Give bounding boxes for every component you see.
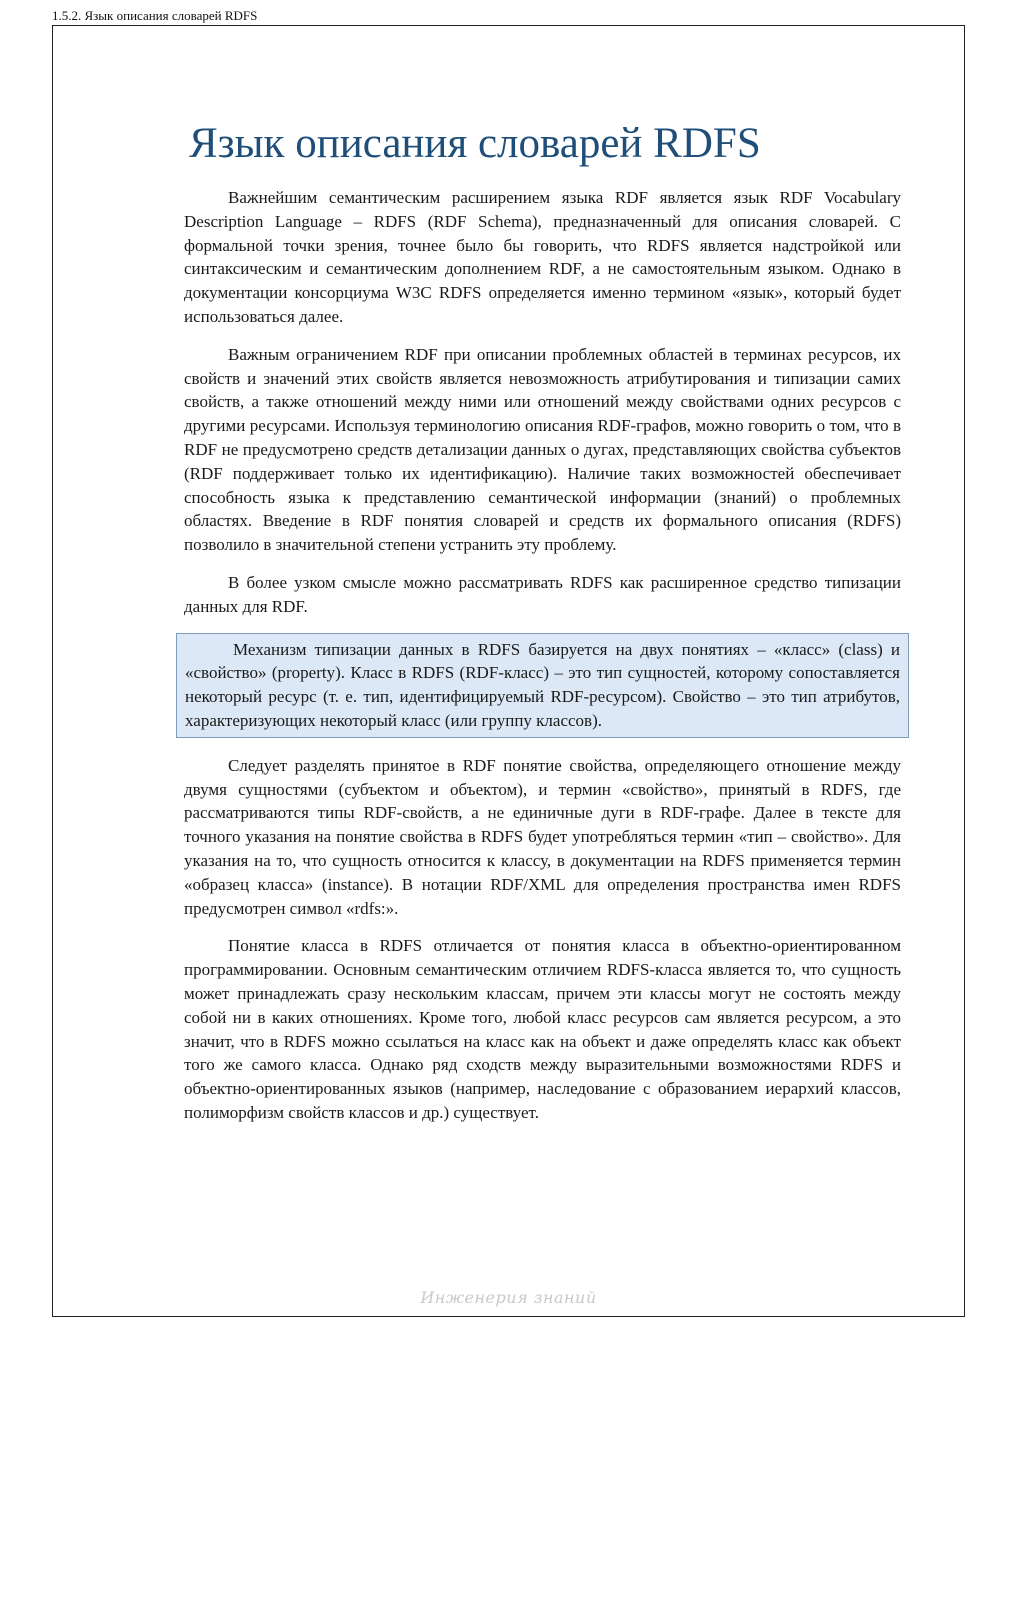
paragraph-class-vs-oop: Понятие класса в RDFS отличается от понятия класса в объектно-ориентированном программировании. Основным семантическим отличием RDFS-класса является то, что сущность может принадлежать сразу нескольким классам, причем эти классы могут не состоять между собой ни в каких отношениях. Кроме того, любой класс ресурсов сам является ресурсом, а это значит, что в RDFS можно ссылаться на класс как на объект и даже определять класс как объект того же самого класса. Однако ряд сходств между выразительными возможностями RDFS и объектно-ориентированных языков (например, наследование с образованием иерархий классов, полиморфизм свойств классов и др.) существует.	[184, 936, 901, 1122]
body-text	[184, 186, 901, 1139]
highlighted-paragraph-class-property: Механизм типизации данных в RDFS базируется на двух понятиях – «класс» (class) и «свойство» (property). Класс в RDFS (RDF-класс) – это тип сущностей, которому сопоставляется некоторый ресурс (т. е. тип, идентифицируемый RDF-ресурсом). Свойство – это тип атрибутов, характеризующих некоторый класс (или группу классов).	[176, 633, 909, 738]
running-header: 1.5.2. Язык описания словарей RDFS	[52, 8, 258, 23]
slide-title: Язык описания словарей RDFS	[189, 120, 761, 167]
paragraph-rdfs-intro: Важнейшим семантическим расширением языка RDF является язык RDF Vocabulary Description Language – RDFS (RDF Schema), предназначенный для описания словарей. С формальной точки зрения, точнее было бы говорить, что RDFS является надстройкой или синтаксическим и семантическим дополнением RDF, а не самостоятельным языком. Однако в документации консорциума W3C RDFS определяется именно термином «язык», который будет использоваться далее.	[184, 188, 901, 326]
slide-frame	[52, 25, 965, 1317]
paragraph-rdf-limitation: Важным ограничением RDF при описании проблемных областей в терминах ресурсов, их свойств и значений этих свойств является невозможность атрибутирования и типизации самих свойств, а также отношений между ними или отношений между свойствами одних ресурсов с другими ресурсами. Используя терминологию описания RDF-графов, можно говорить о том, что в RDF не предусмотрено средств детализации данных о дугах, представляющих свойства субъектов (RDF поддерживает только их идентификацию). Наличие таких возможностей обеспечивает способность языка к представлению семантической информации (знаний) о проблемных областях. Введение в RDF понятия словарей и средств их формального описания (RDFS) позволило в значительной степени устранить эту проблему.	[184, 344, 901, 555]
paragraph-property-distinction: Следует разделять принятое в RDF понятие свойства, определяющего отношение между двумя сущностями (субъектом и объектом), и термин «свойство», принятый в RDFS, где рассматриваются типы RDF-свойств, а не единичные дуги в RDF-графе. Далее в тексте для точного указания на понятие свойства в RDFS будет употребляться термин «тип – свойство». Для указания на то, что сущность относится к классу, в документации на RDFS применяется термин «образец класса» (instance). В нотации RDF/XML для определения пространства имен RDFS предусмотрен символ «rdfs:».	[184, 755, 901, 918]
paragraph-typing: В более узком смысле можно рассматривать RDFS как расширенное средство типизации данных для RDF.	[184, 572, 901, 616]
footer-logo: Инженерия знаний	[420, 1288, 597, 1307]
